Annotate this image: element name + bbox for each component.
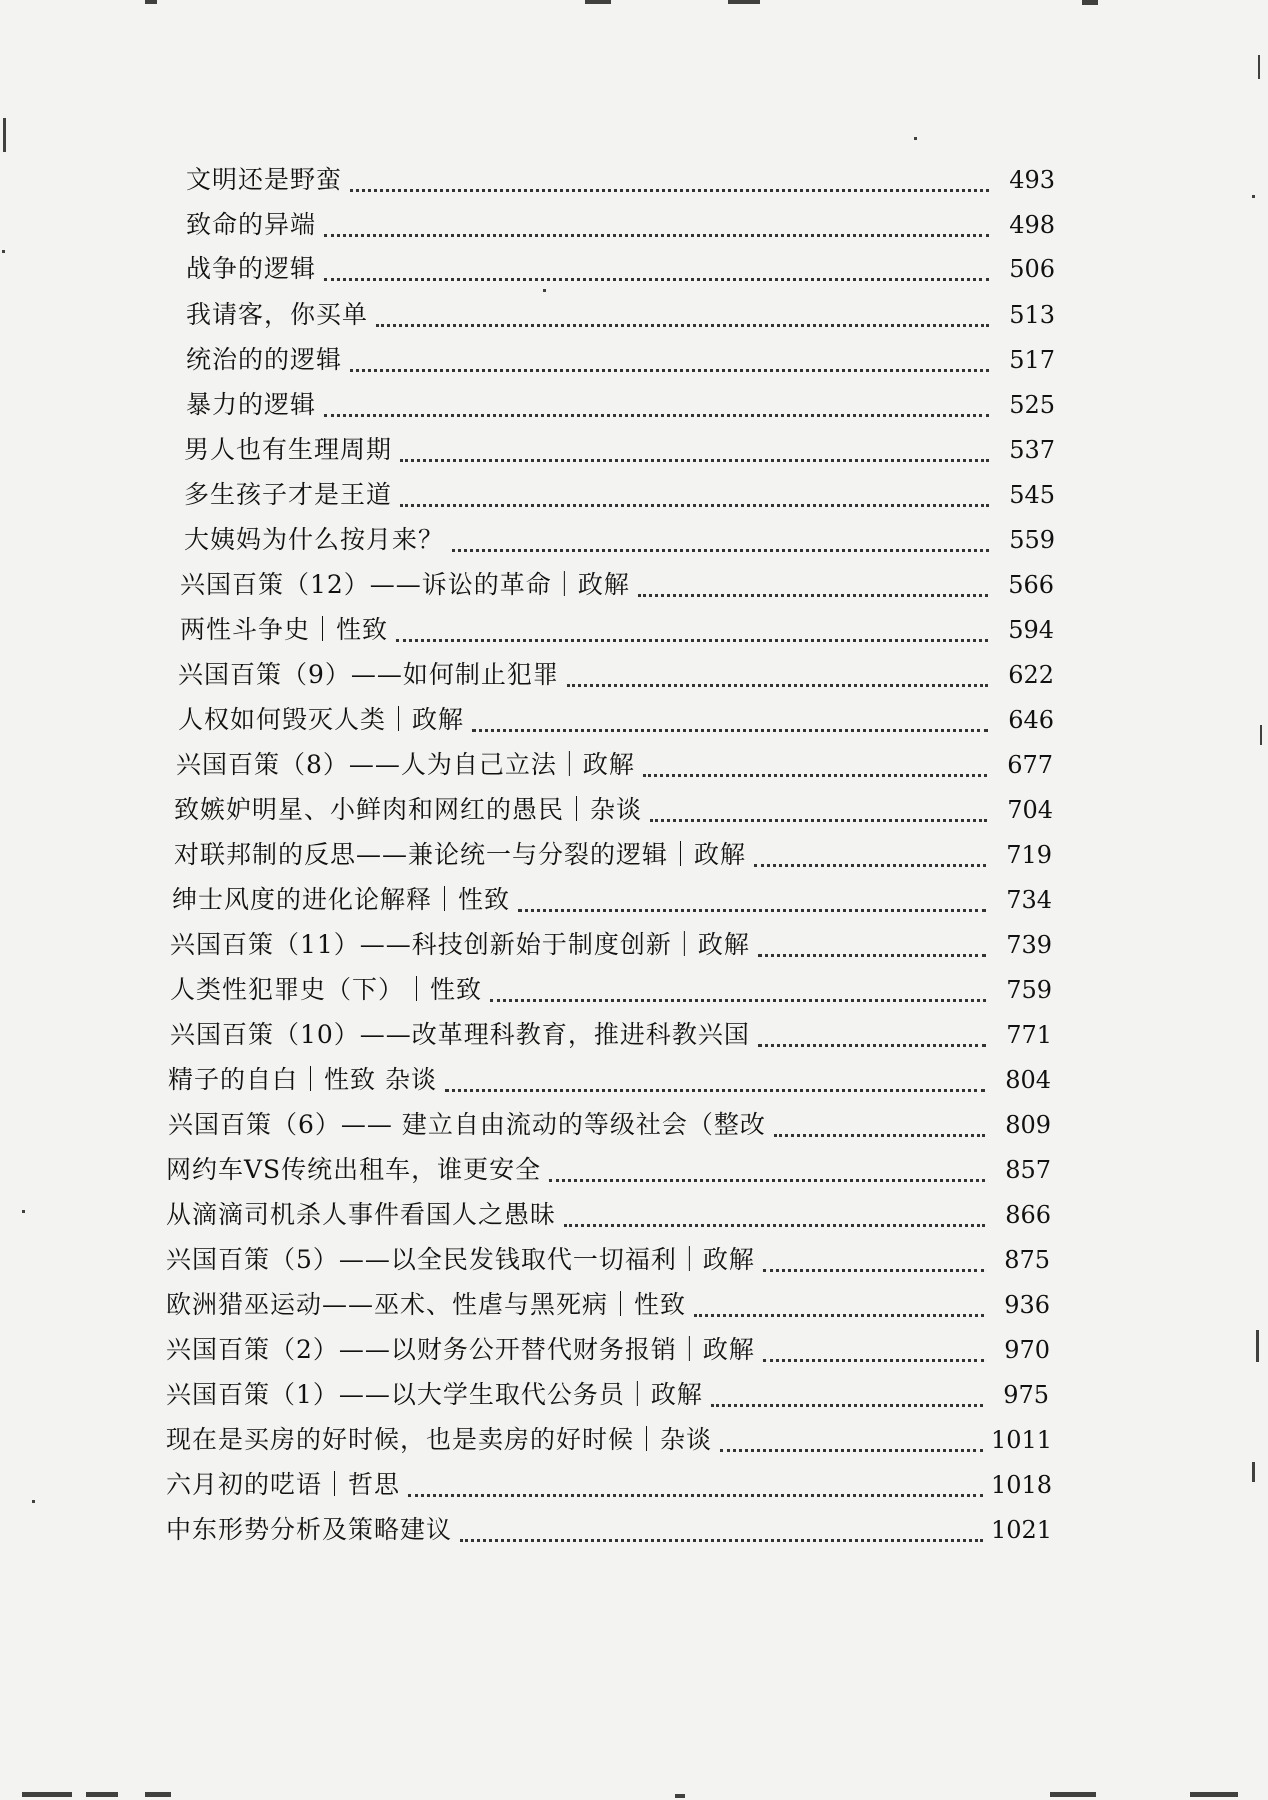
dot-leader — [460, 1538, 983, 1542]
dot-leader — [400, 458, 989, 462]
toc-entry-title: 网约车VS传统出租车，谁更安全 — [166, 1155, 542, 1184]
scan-mark-right-edge-2 — [1252, 195, 1255, 198]
toc-entry — [170, 1018, 1052, 1052]
toc-page-number: 759 — [1006, 976, 1052, 1004]
scan-mark-right-edge-3 — [1260, 725, 1262, 745]
toc-page-number: 936 — [1004, 1291, 1050, 1319]
toc-entry-title: 战争的逻辑 — [186, 254, 317, 283]
toc-entry — [186, 163, 1055, 197]
toc-page-number: 525 — [1009, 391, 1055, 419]
scan-mark-bottom-right — [1050, 1792, 1096, 1797]
toc-page-number: 537 — [1009, 436, 1055, 464]
dot-leader — [324, 233, 989, 237]
toc-entry — [166, 1288, 1050, 1322]
toc-entry-title: 兴国百策（12）——诉讼的革命｜政解 — [180, 570, 630, 599]
toc-entry — [186, 208, 1055, 242]
toc-entry — [174, 793, 1053, 827]
scan-mark-bottom-center — [675, 1794, 685, 1798]
toc-page-number: 622 — [1008, 661, 1054, 689]
toc-page-number: 857 — [1005, 1156, 1051, 1184]
scan-mark-left-edge-2 — [2, 250, 5, 253]
toc-entry — [166, 1378, 1049, 1412]
toc-entry-title: 精子的自白｜性致 杂谈 — [168, 1065, 437, 1094]
toc-page-number: 804 — [1005, 1066, 1051, 1094]
toc-entry-title: 兴国百策（6）—— 建立自由流动的等级社会（整改 — [168, 1110, 766, 1139]
dot-leader — [758, 1043, 986, 1047]
toc-page-number: 493 — [1009, 166, 1055, 194]
toc-page-number: 771 — [1006, 1021, 1052, 1049]
toc-page-number: 970 — [1004, 1336, 1050, 1364]
toc-page-number: 875 — [1004, 1246, 1050, 1274]
toc-entry — [186, 298, 1055, 332]
toc-entry — [166, 1468, 1053, 1502]
toc-entry-title: 现在是买房的好时候，也是卖房的好时候｜杂谈 — [166, 1425, 713, 1454]
toc-entry-title: 致嫉妒明星、小鲜肉和网红的愚民｜杂谈 — [174, 795, 643, 824]
toc-page-number: 517 — [1009, 346, 1055, 374]
toc-entry — [166, 1513, 1053, 1547]
toc-entry-title: 兴国百策（5）——以全民发钱取代一切福利｜政解 — [166, 1245, 755, 1274]
dot-leader — [711, 1403, 983, 1407]
toc-entry-title: 兴国百策（10）——改革理科教育，推进科教兴国 — [170, 1020, 750, 1049]
dot-leader — [638, 593, 988, 597]
dot-leader — [408, 1493, 983, 1497]
dot-leader — [643, 773, 987, 777]
toc-entry — [170, 973, 1052, 1007]
toc-entry — [184, 478, 1055, 512]
scan-mark-top-center — [585, 0, 611, 4]
toc-entry-title: 兴国百策（9）——如何制止犯罪 — [178, 660, 559, 689]
dot-leader — [758, 953, 986, 957]
toc-page-number: 498 — [1009, 211, 1055, 239]
toc-entry-title: 绅士风度的进化论解释｜性致 — [172, 885, 511, 914]
toc-page-number: 809 — [1005, 1111, 1051, 1139]
toc-entry-title: 人类性犯罪史（下）｜性致 — [170, 975, 483, 1004]
toc-page-number: 866 — [1005, 1201, 1051, 1229]
dot-leader — [567, 683, 988, 687]
toc-entry-title: 我请客，你买单 — [186, 300, 369, 329]
toc-entry — [186, 252, 1055, 286]
dot-leader — [376, 323, 989, 327]
toc-page-number: 594 — [1008, 616, 1054, 644]
dot-leader — [445, 1088, 985, 1092]
toc-entry-title: 兴国百策（1）——以大学生取代公务员｜政解 — [166, 1380, 703, 1409]
scan-mark-top-left — [145, 0, 157, 4]
toc-entry-title: 统治的的逻辑 — [186, 345, 343, 374]
dot-leader — [324, 277, 989, 281]
toc-page-number: 704 — [1007, 796, 1053, 824]
toc-entry-title: 人权如何毁灭人类｜政解 — [178, 705, 465, 734]
toc-page-number: 559 — [1009, 526, 1055, 554]
toc-entry-title: 大姨妈为什么按月来？ — [184, 525, 445, 554]
toc-entry — [170, 928, 1052, 962]
toc-page-number: 1018 — [991, 1471, 1053, 1499]
toc-entry — [184, 523, 1055, 557]
scan-mark-left-edge-3 — [22, 1210, 25, 1213]
toc-page-number: 566 — [1008, 571, 1054, 599]
toc-entry-title: 中东形势分析及策略建议 — [166, 1515, 453, 1544]
toc-entry-title: 暴力的逻辑 — [186, 390, 317, 419]
toc-entry — [178, 658, 1054, 692]
toc-entry-title: 男人也有生理周期 — [184, 435, 393, 464]
toc-entry — [172, 883, 1052, 917]
scan-mark-right-edge-5 — [1252, 1462, 1255, 1482]
dot-leader — [694, 1313, 984, 1317]
toc-page-number: 975 — [1003, 1381, 1049, 1409]
toc-entry — [178, 703, 1054, 737]
toc-entry — [166, 1153, 1051, 1187]
dot-leader — [564, 1223, 985, 1227]
toc-entry — [166, 1333, 1050, 1367]
scan-mark-right-edge-4 — [1256, 1330, 1259, 1362]
toc-entry — [180, 568, 1054, 602]
dot-leader — [720, 1448, 983, 1452]
scan-mark-right-edge — [1258, 55, 1260, 79]
scan-mark-small-dot-2 — [543, 289, 546, 292]
toc-entry — [174, 838, 1052, 872]
scan-mark-top-right — [1082, 0, 1098, 5]
scan-mark-bottom-right-2 — [1190, 1792, 1238, 1797]
dot-leader — [754, 863, 986, 867]
dot-leader — [763, 1268, 984, 1272]
scan-mark-top-center-2 — [728, 0, 760, 4]
toc-entry-title: 多生孩子才是王道 — [184, 480, 393, 509]
toc-entry — [186, 343, 1055, 377]
toc-page-number: 1011 — [991, 1426, 1053, 1454]
toc-entry-title: 对联邦制的反思——兼论统一与分裂的逻辑｜政解 — [174, 840, 747, 869]
toc-entry-title: 兴国百策（2）——以财务公开替代财务报销｜政解 — [166, 1335, 755, 1364]
toc-entry — [166, 1243, 1050, 1277]
toc-entry — [168, 1108, 1051, 1142]
toc-entry — [184, 433, 1055, 467]
toc-page-number: 506 — [1009, 255, 1055, 283]
scan-mark-bottom-left — [22, 1792, 72, 1797]
toc-entry — [166, 1198, 1051, 1232]
dot-leader — [774, 1133, 985, 1137]
toc-entry-title: 文明还是野蛮 — [186, 165, 343, 194]
dot-leader — [518, 908, 986, 912]
toc-page-number: 545 — [1009, 481, 1055, 509]
dot-leader — [324, 413, 989, 417]
dot-leader — [549, 1178, 985, 1182]
toc-entry — [168, 1063, 1051, 1097]
dot-leader — [490, 998, 986, 1002]
scan-mark-left-edge-4 — [32, 1500, 35, 1503]
toc-entry — [186, 388, 1055, 422]
toc-entry-title: 从滴滴司机杀人事件看国人之愚昧 — [166, 1200, 557, 1229]
toc-entry — [180, 613, 1054, 647]
dot-leader — [400, 503, 989, 507]
toc-page-number: 719 — [1006, 841, 1052, 869]
dot-leader — [650, 818, 987, 822]
toc-entry-title: 兴国百策（8）——人为自己立法｜政解 — [176, 750, 635, 779]
toc-entry-title: 兴国百策（11）——科技创新始于制度创新｜政解 — [170, 930, 750, 959]
dot-leader — [452, 548, 989, 552]
toc-entry-title: 六月初的呓语｜哲思 — [166, 1470, 401, 1499]
toc-entry — [176, 748, 1053, 782]
dot-leader — [396, 638, 988, 642]
scan-mark-bottom-left-3 — [145, 1792, 171, 1797]
scan-mark-bottom-left-2 — [86, 1792, 118, 1797]
toc-page-number: 739 — [1006, 931, 1052, 959]
scan-mark-left-edge — [3, 118, 6, 152]
scan-mark-small-dot — [914, 137, 917, 140]
toc-entry-title: 致命的异端 — [186, 210, 317, 239]
toc-entry-title: 两性斗争史｜性致 — [180, 615, 389, 644]
dot-leader — [472, 728, 988, 732]
dot-leader — [763, 1358, 984, 1362]
toc-page-number: 646 — [1008, 706, 1054, 734]
toc-entry — [166, 1423, 1053, 1457]
dot-leader — [350, 368, 989, 372]
toc-page-number: 1021 — [991, 1516, 1053, 1544]
toc-entry-title: 欧洲猎巫运动——巫术、性虐与黑死病｜性致 — [166, 1290, 687, 1319]
toc-page-number: 734 — [1006, 886, 1052, 914]
toc-page-number: 513 — [1009, 301, 1055, 329]
dot-leader — [350, 188, 989, 192]
toc-page-number: 677 — [1007, 751, 1053, 779]
